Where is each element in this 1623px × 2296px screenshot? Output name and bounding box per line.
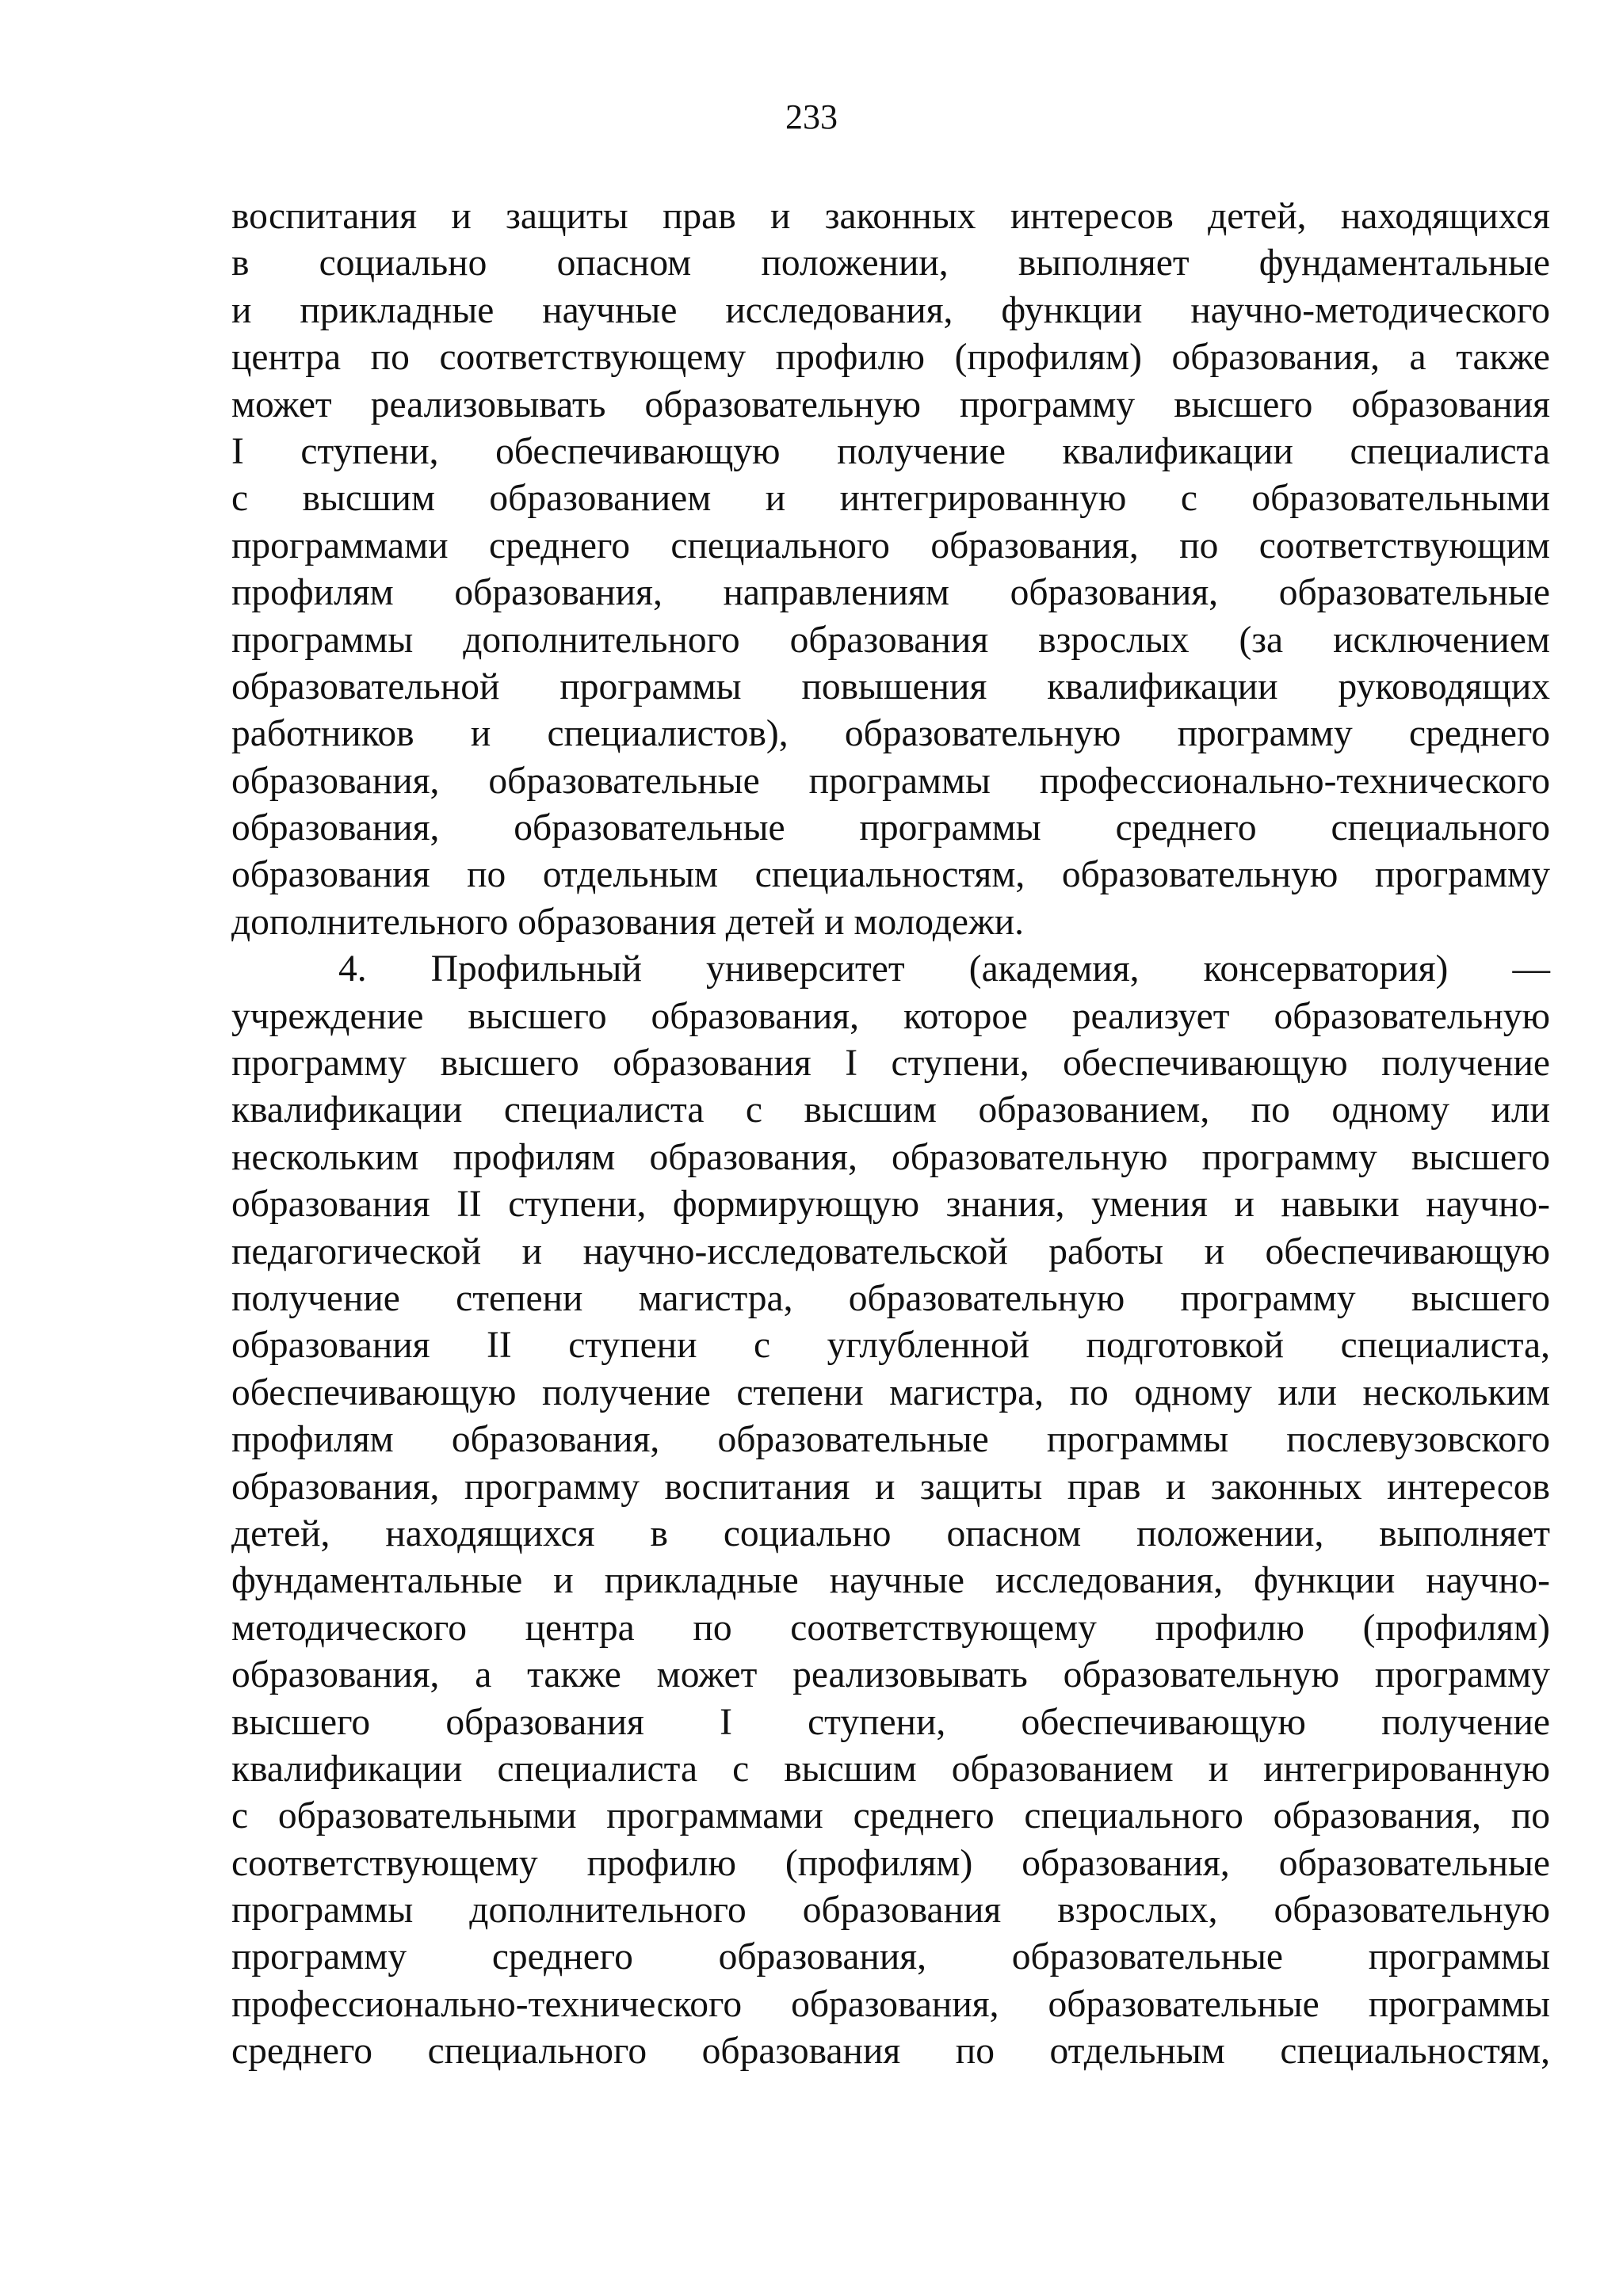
text-line: образования, программу воспитания и защиты прав и законных интересов xyxy=(231,1466,1550,1508)
text-line: в социально опасном положении, выполняет фундаментальные xyxy=(231,242,1550,284)
text-line: учреждение высшего образования, которое реализует образовательную xyxy=(231,995,1550,1037)
text-line: с высшим образованием и интегрированную с образовательными xyxy=(231,478,1550,520)
text-line: программу высшего образования I ступени, обеспечивающую получение xyxy=(231,1043,1550,1085)
text-line: с образовательными программами среднего специального образования, по xyxy=(231,1795,1550,1837)
body-text xyxy=(231,193,1550,2076)
text-line: педагогической и научно-исследовательской работы и обеспечивающую xyxy=(231,1230,1550,1272)
text-line: I ступени, обеспечивающую получение квалификации специалиста xyxy=(231,430,1550,472)
text-line: программы дополнительного образования взрослых, образовательную xyxy=(231,1890,1550,1932)
text-line: дополнительного образования детей и молодежи. xyxy=(231,901,1025,943)
text-line: образования, а также может реализовывать образовательную программу xyxy=(231,1654,1550,1696)
text-line: работников и специалистов), образовательную программу среднего xyxy=(231,713,1550,755)
text-line: профессионально-технического образования, образовательные программы xyxy=(231,1983,1550,2025)
paragraph xyxy=(231,193,1550,946)
text-line: образовательной программы повышения квалификации руководящих xyxy=(231,666,1550,707)
text-line: образования, образовательные программы среднего специального xyxy=(231,807,1550,849)
text-line: образования II ступени, формирующую знания, умения и навыки научно- xyxy=(231,1184,1550,1226)
text-line: образования по отдельным специальностям, образовательную программу xyxy=(231,854,1550,896)
text-line: среднего специального образования по отдельным специальностям, xyxy=(231,2031,1550,2073)
text-line: фундаментальные и прикладные научные исследования, функции научно- xyxy=(231,1560,1550,1602)
text-line: и прикладные научные исследования, функции научно-методического xyxy=(231,289,1550,331)
text-line: нескольким профилям образования, образовательную программу высшего xyxy=(231,1136,1550,1178)
text-line: квалификации специалиста с высшим образованием и интегрированную xyxy=(231,1748,1550,1790)
paragraph xyxy=(231,946,1550,2075)
text-line: обеспечивающую получение степени магистра, по одному или нескольким xyxy=(231,1371,1550,1413)
text-line: программами среднего специального образования, по соответствующим xyxy=(231,524,1550,566)
text-line: профилям образования, направлениям образования, образовательные xyxy=(231,572,1550,614)
text-line: центра по соответствующему профилю (профилям) образования, а также xyxy=(231,337,1550,379)
text-line: соответствующему профилю (профилям) образования, образовательные xyxy=(231,1842,1550,1884)
text-line: 4. Профильный университет (академия, консерватория) — xyxy=(338,948,1550,990)
text-line: квалификации специалиста с высшим образованием, по одному или xyxy=(231,1089,1550,1131)
text-line: детей, находящихся в социально опасном положении, выполняет xyxy=(231,1512,1550,1554)
text-line: программы дополнительного образования взрослых (за исключением xyxy=(231,619,1550,661)
text-line: образования, образовательные программы профессионально-технического xyxy=(231,760,1550,802)
text-line: образования II ступени с углубленной подготовкой специалиста, xyxy=(231,1325,1550,1367)
page-number: 233 xyxy=(785,97,838,136)
text-line: профилям образования, образовательные программы послевузовского xyxy=(231,1419,1550,1461)
text-line: может реализовывать образовательную программу высшего образования xyxy=(231,383,1550,425)
text-line: программу среднего образования, образовательные программы xyxy=(231,1936,1550,1978)
text-line: получение степени магистра, образовательную программу высшего xyxy=(231,1277,1550,1319)
text-line: высшего образования I ступени, обеспечивающую получение xyxy=(231,1701,1550,1743)
text-line: методического центра по соответствующему профилю (профилям) xyxy=(231,1607,1550,1649)
text-line: воспитания и защиты прав и законных интересов детей, находящихся xyxy=(231,196,1550,237)
